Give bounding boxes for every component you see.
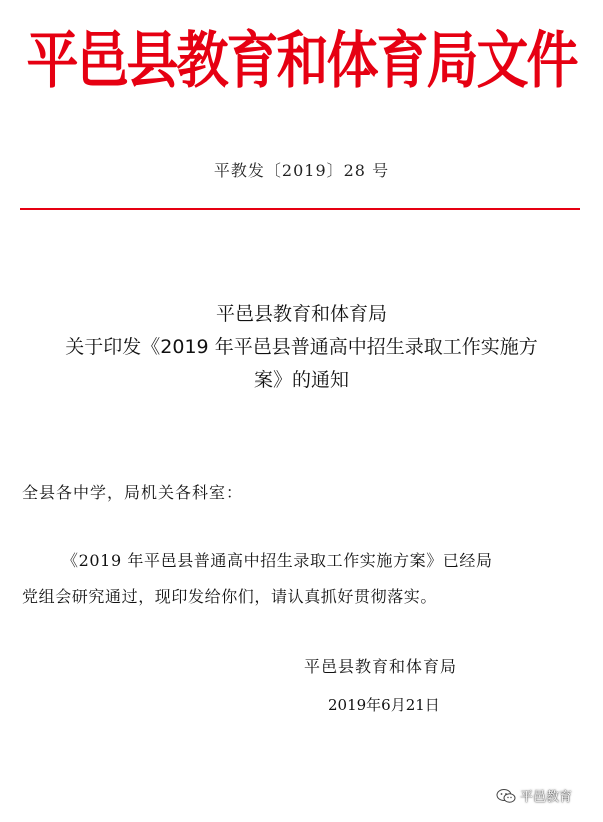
notice-title-line-2: 关于印发《2019 年平邑县普通高中招生录取工作实施方 — [65, 336, 538, 358]
notice-title-line-3: 案》的通知 — [253, 369, 349, 391]
wechat-icon — [496, 788, 516, 804]
document-header-title: 平邑县教育和体育局文件 — [26, 26, 577, 97]
header-divider — [20, 208, 580, 210]
body-line-1: 《2019 年平邑县普通高中招生录取工作实施方案》已经局 — [62, 551, 493, 570]
signature-date: 2019年6月21日 — [328, 696, 440, 714]
salutation: 全县各中学，局机关各科室： — [22, 483, 244, 502]
signature-organization: 平邑县教育和体育局 — [304, 657, 458, 676]
body-line-2: 党组会研究通过，现印发给你们，请认真抓好贯彻落实。 — [22, 587, 438, 606]
notice-title — [0, 298, 603, 397]
watermark-text: 平邑教育 — [520, 790, 573, 805]
body-paragraph — [22, 543, 584, 615]
document-number: 平教发〔2019〕28 号 — [213, 161, 390, 180]
watermark — [496, 786, 572, 805]
notice-title-line-1: 平邑县教育和体育局 — [215, 303, 387, 325]
